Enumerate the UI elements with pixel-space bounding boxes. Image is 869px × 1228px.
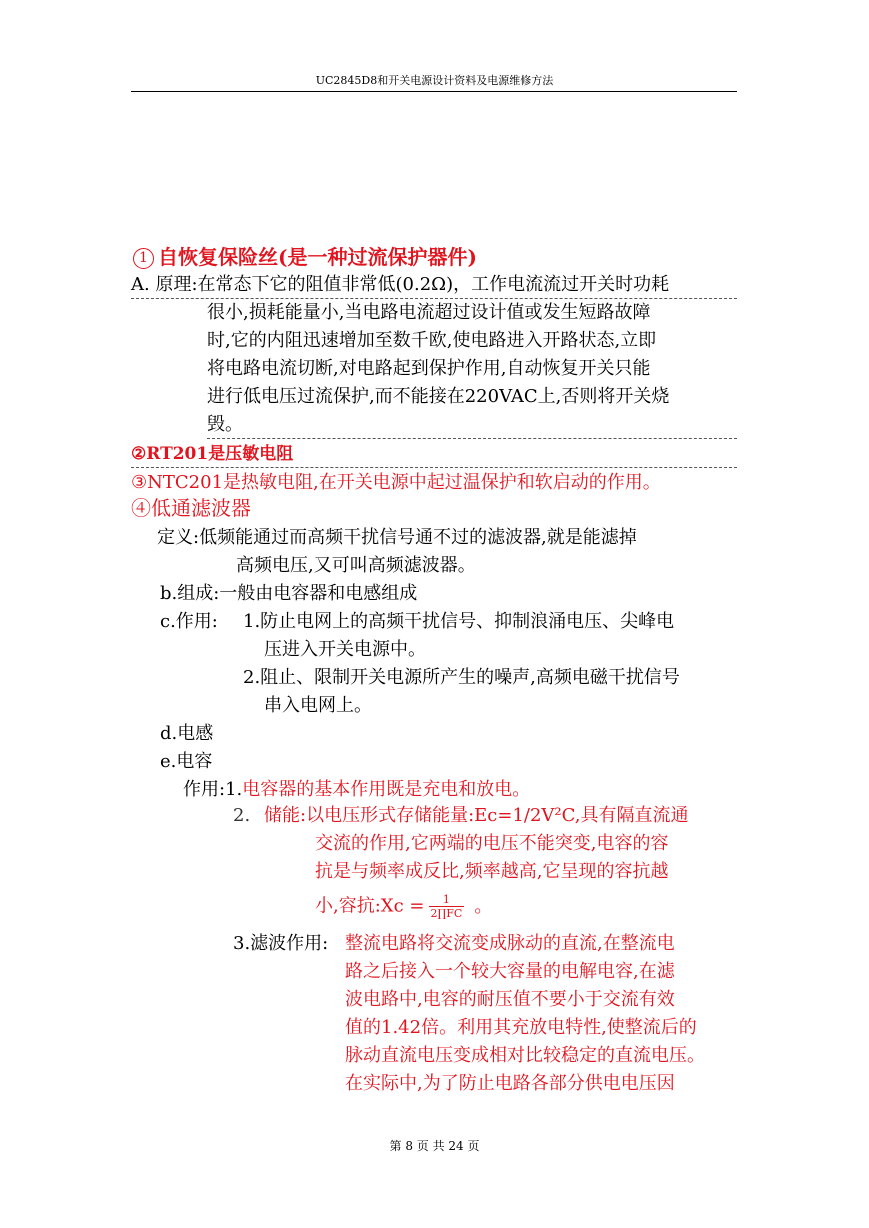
section1-heading-text: 自恢复保险丝(是一种过流保护器件) [158, 245, 477, 269]
section2-heading: ②RT201是压敏电阻 [131, 444, 294, 464]
storage-label: 储能: [264, 805, 307, 826]
formula-denominator: 2∏FC [430, 907, 463, 920]
circled-number-marker: 1 [133, 248, 154, 269]
principle-line-4: 将电路电流切断,对电路起到保护作用,自动恢复开关只能 [207, 358, 651, 379]
function-line-1: 1.防止电网上的高频干扰信号、抑制浪涌电压、尖峰电 [243, 611, 675, 632]
filter-line-3: 波电路中,电容的耐压值不要小于交流有效 [345, 989, 675, 1010]
function-line-3: 2.阻止、限制开关电源所产生的噪声,高频电磁干扰信号 [243, 667, 680, 688]
formula-numerator: 1 [429, 893, 465, 907]
capacitive-reactance-formula [315, 893, 492, 920]
principle-line-1: A. 原理:在常态下它的阻值非常低(0.2Ω)，工作电流流过开关时功耗 [131, 274, 670, 295]
filter-line-4: 值的1.42倍。利用其充放电特性,使整流后的 [345, 1017, 697, 1038]
principle-line-2: 很小,损耗能量小,当电路电流超过设计值或发生短路故障 [207, 302, 651, 323]
storage-number: 2. [233, 805, 251, 826]
filter-line-5: 脉动直流电压变成相对比较稳定的直流电压。 [345, 1045, 705, 1066]
capacitor-item: e.电容 [160, 751, 213, 772]
definition-line-2: 高频电压,又可叫高频滤波器。 [236, 555, 476, 576]
storage-line-2: 交流的作用,它两端的电压不能突变,电容的容 [315, 833, 669, 854]
principle-line-6: 毁。 [207, 414, 243, 435]
page-footer: 第 8 页 共 24 页 [389, 1139, 480, 1153]
header-rule [131, 91, 737, 92]
inductor-item: d.电感 [160, 723, 214, 744]
filter-label: 3.滤波作用: [233, 933, 329, 954]
definition-line-1: 定义:低频能通过而高频干扰信号通不过的滤波器,就是能滤掉 [157, 527, 637, 548]
filter-line-1: 整流电路将交流变成脉动的直流,在整流电 [345, 933, 675, 954]
composition-line: b.组成:一般由电容器和电感组成 [160, 583, 418, 604]
function-line-4: 串入电网上。 [264, 695, 372, 716]
principle-line-3: 时,它的内阻迅速增加至数千欧,使电路进入开路状态,立即 [207, 330, 657, 351]
page-header: UC2845D8和开关电源设计资料及电源维修方法 [315, 74, 554, 87]
function-line-2: 压进入开关电源中。 [264, 639, 426, 660]
function-label: c.作用: [160, 611, 218, 632]
dashed-divider [131, 298, 737, 299]
principle-line-5: 进行低电压过流保护,而不能接在220VAC上,否则将开关烧 [207, 386, 670, 407]
section4-heading: ④低通滤波器 [131, 496, 251, 520]
formula-fraction [429, 893, 465, 920]
formula-suffix: 。 [474, 895, 493, 917]
dashed-divider [131, 467, 737, 468]
storage-line-1: 以电压形式存储能量:Ec=1/2V²C,具有隔直流通 [306, 805, 689, 826]
formula-prefix: 小,容抗:Xc = [315, 895, 425, 917]
cap-function-1: 电容器的基本作用既是充电和放电。 [242, 779, 531, 800]
section1-heading [133, 246, 477, 269]
section3-heading: ③NTC201是热敏电阻,在开关电源中起过温保护和软启动的作用。 [131, 472, 661, 493]
filter-line-2: 路之后接入一个较大容量的电解电容,在滤 [345, 961, 675, 982]
storage-line-3: 抗是与频率成反比,频率越高,它呈现的容抗越 [315, 861, 669, 882]
cap-function-label: 作用:1. [183, 779, 243, 800]
filter-line-6: 在实际中,为了防止电路各部分供电电压因 [345, 1073, 675, 1094]
dashed-divider [207, 438, 737, 439]
